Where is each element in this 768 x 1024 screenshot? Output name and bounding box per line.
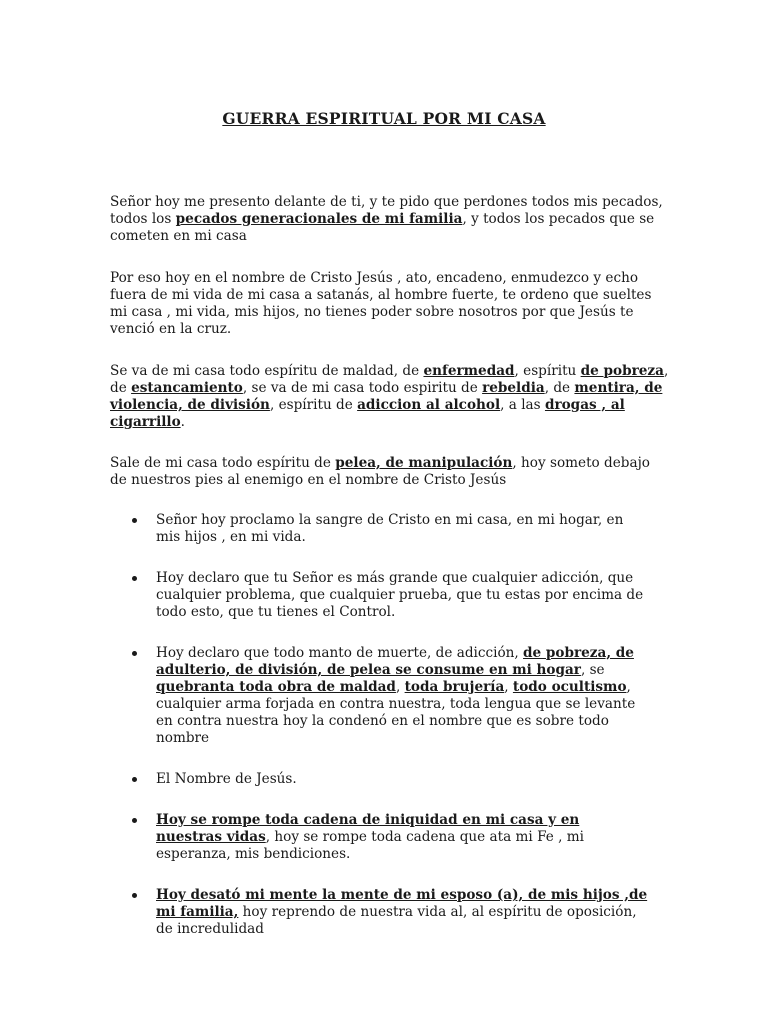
paragraph-text: , espíritu de <box>269 397 358 413</box>
document-title: GUERRA ESPIRITUAL POR MI CASA <box>222 109 546 128</box>
emphasis-text: enfermedad <box>423 363 515 379</box>
paragraph-text: . <box>180 414 185 430</box>
emphasis-text: drogas , al cigarrillo <box>110 397 625 430</box>
bullet-icon <box>132 818 137 823</box>
paragraph-text: , a las <box>500 397 545 413</box>
list-item-text: Hoy declaro que todo manto de muerte, de adicción, <box>156 645 524 661</box>
list-item-text: , hoy se rompe toda cadena que ata mi Fe , mi esperanza, mis bendiciones. <box>156 829 585 862</box>
bullet-icon <box>132 651 137 656</box>
list-item <box>110 645 650 747</box>
paragraph-spirits <box>110 363 670 431</box>
list-item <box>110 887 650 938</box>
emphasis-text: Hoy se rompe toda cadena de iniquidad en mi casa y en nuestras vidas <box>156 812 580 845</box>
paragraph-text: , y todos los pecados que se cometen en mi casa <box>110 211 655 244</box>
paragraph-text: , hoy someto debajo de nuestros pies al enemigo en el nombre de Cristo Jesús <box>110 455 650 488</box>
list-item-text: , se <box>580 662 605 678</box>
list-item-text: El Nombre de Jesús. <box>156 771 297 787</box>
paragraph-binding <box>110 270 670 338</box>
emphasis-text: quebranta toda obra de maldad <box>156 679 396 695</box>
paragraph-forgiveness <box>110 194 670 245</box>
paragraph-text: , espíritu <box>514 363 581 379</box>
declarations-list <box>110 512 650 962</box>
bullet-icon <box>132 777 137 782</box>
emphasis-text: mentira, de violencia, de división <box>110 380 663 413</box>
emphasis-text: toda brujería <box>404 679 505 695</box>
list-item <box>110 570 650 621</box>
list-item <box>110 512 650 546</box>
paragraph-text: , de <box>110 363 669 396</box>
emphasis-text: rebeldia <box>482 380 545 396</box>
list-item <box>110 771 650 788</box>
emphasis-text: adiccion al alcohol <box>357 397 501 413</box>
list-item-text: Señor hoy proclamo la sangre de Cristo en mi casa, en mi hogar, en mis hijos , en mi vida. <box>156 512 624 545</box>
emphasis-text: todo ocultismo <box>512 679 627 695</box>
paragraph-text: , de <box>544 380 575 396</box>
list-item-text: , <box>504 679 513 695</box>
emphasis-text: de pobreza, de adulterio, de división, de pelea se consume en mi hogar <box>156 645 634 678</box>
paragraph-text: Por eso hoy en el nombre de Cristo Jesús , ato, encadeno, enmudezco y echo fuera de mi vida de mi casa a satanás, al hombre fuerte, te ordeno que sueltes mi casa , mi vida, mis hijos, no tienes poder sobre nosotros por que Jesús te venció en la cruz. <box>110 270 652 337</box>
list-item-text: Hoy declaro que tu Señor es más grande que cualquier adicción, que cualquier problema, que cualquier prueba, que tu estas por encima de todo esto, que tu tienes el Control. <box>156 570 644 620</box>
list-item-text: , <box>395 679 405 695</box>
paragraph-submission <box>110 455 670 489</box>
emphasis-text: estancamiento <box>131 380 243 396</box>
paragraph-text: Señor hoy me presento delante de ti, y te pido que perdones todos mis pecados, todos los <box>110 194 663 227</box>
bullet-icon <box>132 576 137 581</box>
list-item-text: , cualquier arma forjada en contra nuestra, toda lengua que se levante en contra nuestra hoy la condenó en el nombre que es sobre todo nombre <box>156 679 636 746</box>
list-item-text: hoy reprendo de nuestra vida al, al espíritu de oposición, de incredulidad <box>156 904 637 937</box>
bullet-icon <box>132 518 137 523</box>
paragraph-text: Se va de mi casa todo espíritu de maldad, de <box>110 363 424 379</box>
paragraph-text: Sale de mi casa todo espíritu de <box>110 455 336 471</box>
emphasis-text: de pobreza <box>580 363 664 379</box>
list-item <box>110 812 650 863</box>
emphasis-text: Hoy desató mi mente la mente de mi esposo (a), de mis hijos ,de mi familia, <box>156 887 648 920</box>
emphasis-text: pelea, de manipulación <box>335 455 513 471</box>
emphasis-text: pecados generacionales de mi familia <box>175 211 463 227</box>
paragraph-text: , se va de mi casa todo espiritu de <box>242 380 483 396</box>
bullet-icon <box>132 893 137 898</box>
